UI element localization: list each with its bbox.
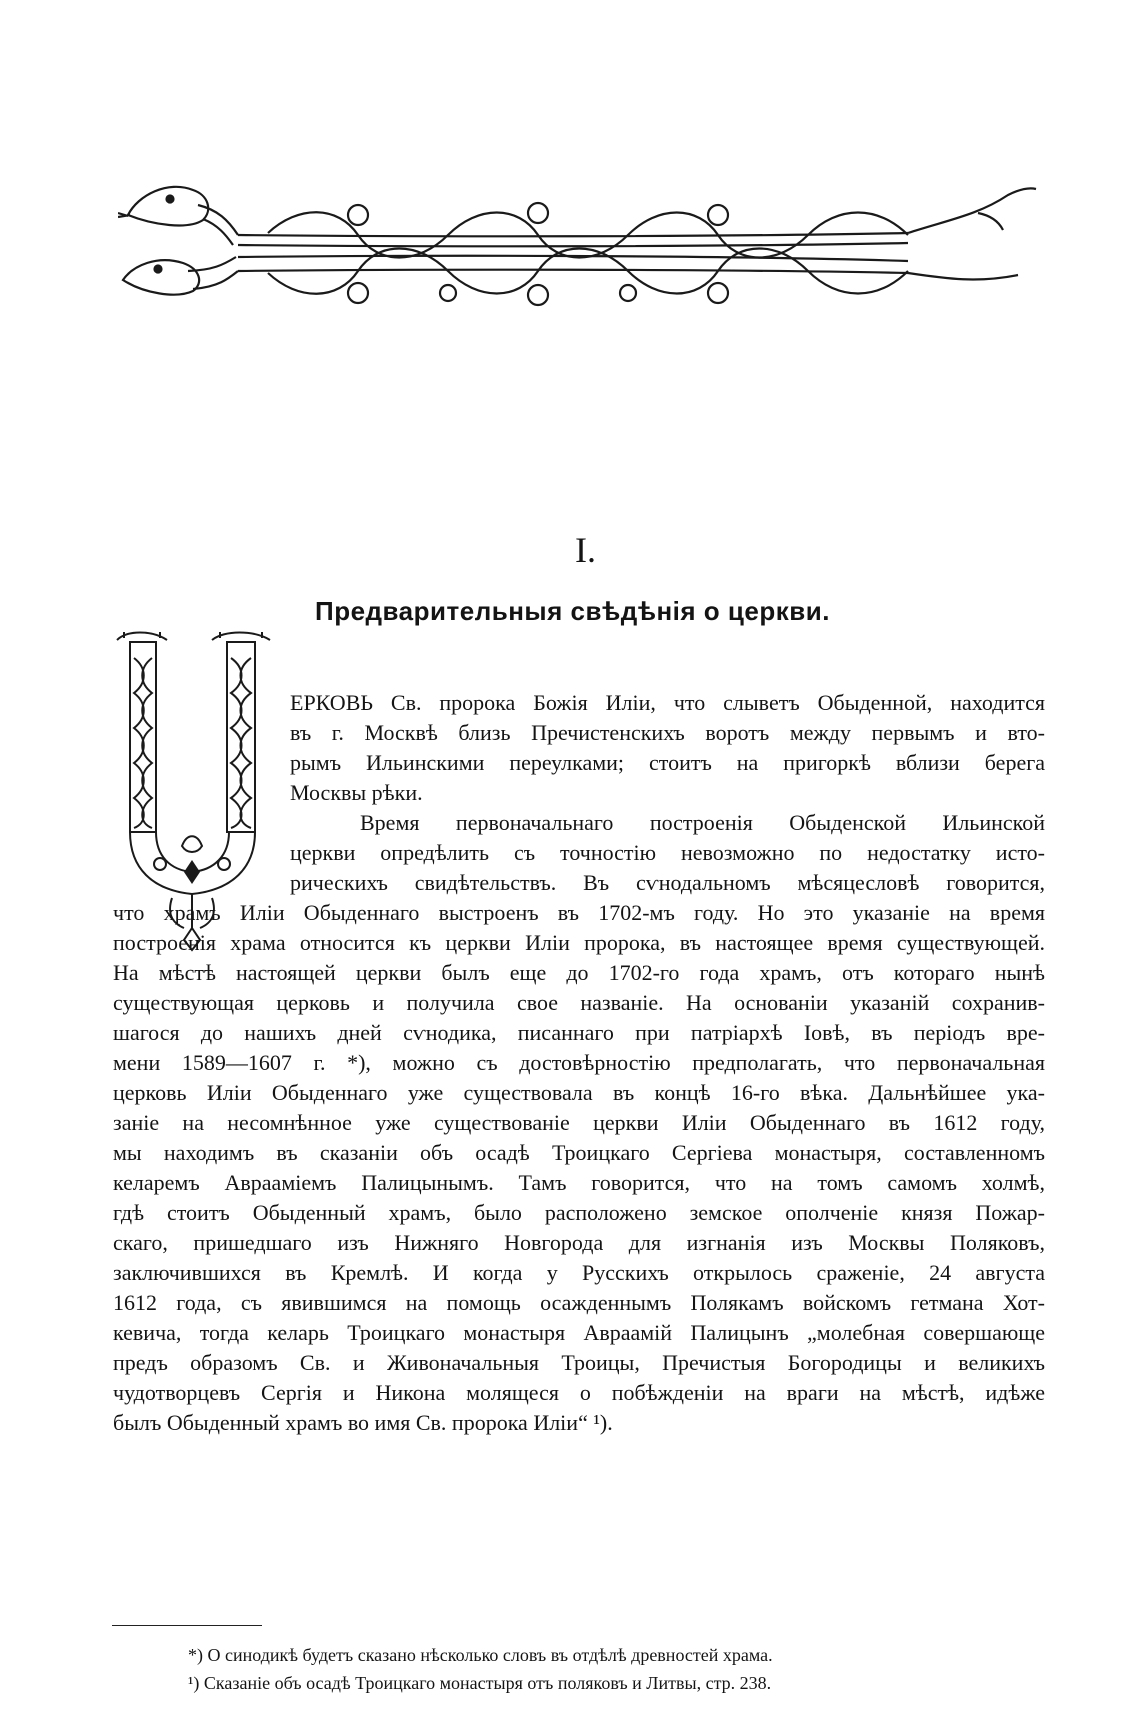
body-line: Москвы рѣки. — [290, 780, 423, 805]
body-line: Время первоначальнаго построенія Обыденской Ильинской — [360, 810, 1045, 835]
body-line: гдѣ стоитъ Обыденный храмъ, было расположено земское ополченіе князя Пожар- — [113, 1200, 1045, 1225]
body-line: чудотворцевъ Сергія и Никона молящеся о побѣжденіи на враги на мѣстѣ, идѣже — [113, 1380, 1045, 1405]
body-line: что храмъ Иліи Обыденнаго выстроенъ въ 1702-мъ году. Но это указаніе на время — [113, 900, 1045, 925]
body-line: келаремъ Авраамiемъ Палицынымъ. Тамъ говорится, что на томъ самомъ холмѣ, — [113, 1170, 1045, 1195]
body-line: На мѣстѣ настоящей церкви былъ еще до 1702-го года храмъ, отъ котораго нынѣ — [113, 960, 1045, 985]
body-line: былъ Обыденный храмъ во имя Св. пророка Иліи“ ¹). — [113, 1410, 613, 1435]
body-line: церковь Иліи Обыденнаго уже существовала въ концѣ 16-го вѣка. Дальнѣйшее ука- — [113, 1080, 1045, 1105]
body-line: скаго, пришедшаго изъ Нижняго Новгорода для изгнанія изъ Москвы Поляковъ, — [113, 1230, 1045, 1255]
ornamental-headpiece — [118, 175, 1038, 325]
footnote-divider — [112, 1625, 262, 1626]
footnote: *) О синодикѣ будетъ сказано нѣсколько словъ въ отдѣлѣ древностей храма. — [188, 1645, 773, 1665]
body-line: церкви опредѣлить съ точностію невозможно по недостатку исто- — [290, 840, 1045, 865]
body-line: мы находимъ въ сказаніи объ осадѣ Троицкаго Сергіева монастыря, составленномъ — [113, 1140, 1045, 1165]
body-line: ЕРКОВЬ Св. пророка Божія Иліи, что слыветъ Обыденной, находится — [290, 690, 1045, 715]
chapter-numeral: I. — [575, 530, 596, 570]
body-line: 1612 года, съ явившимся на помощь осажденнымъ Полякамъ войскомъ гетмана Хот- — [113, 1290, 1045, 1315]
body-line: рическихъ свидѣтельствъ. Въ сѵнодальномъ мѣсяцесловѣ говорится, — [290, 870, 1045, 895]
footnote: ¹) Сказаніе объ осадѣ Троицкаго монастыря отъ поляковъ и Литвы, стр. 238. — [188, 1673, 772, 1693]
body-line: кевича, тогда келарь Троицкаго монастыря Авраамій Палицынъ „молебная совершающе — [113, 1320, 1045, 1345]
body-line: рымъ Ильинскими переулками; стоитъ на пригоркѣ вблизи берега — [290, 750, 1045, 775]
body-line: предъ образомъ Св. и Живоначальныя Троицы, Пречистыя Богородицы и великихъ — [113, 1350, 1045, 1375]
body-line: построенія храма относится къ церкви Иліи пророка, въ настоящее время существующей. — [113, 930, 1045, 955]
body-line: въ г. Москвѣ близь Пречистенскихъ воротъ между первымъ и вто- — [290, 720, 1045, 745]
body-line: шагося до нашихъ дней сѵнодика, писаннаго при патріархѣ Іовѣ, въ періодъ вре- — [113, 1020, 1045, 1045]
body-line: заніе на несомнѣнное уже существованіе церкви Иліи Обыденнаго въ 1612 году, — [113, 1110, 1045, 1135]
body-line: мени 1589—1607 г. *), можно съ достовѣрностію предполагать, что первоначальная — [113, 1050, 1045, 1075]
chapter-title: Предварительныя свѣдѣнія о церкви. — [315, 596, 830, 626]
body-line: заключившихся въ Кремлѣ. И когда у Русскихъ открылось сраженіе, 24 августа — [113, 1260, 1045, 1285]
body-line: существующая церковь и получила свое названіе. На основаніи указаній сохранив- — [113, 990, 1045, 1015]
